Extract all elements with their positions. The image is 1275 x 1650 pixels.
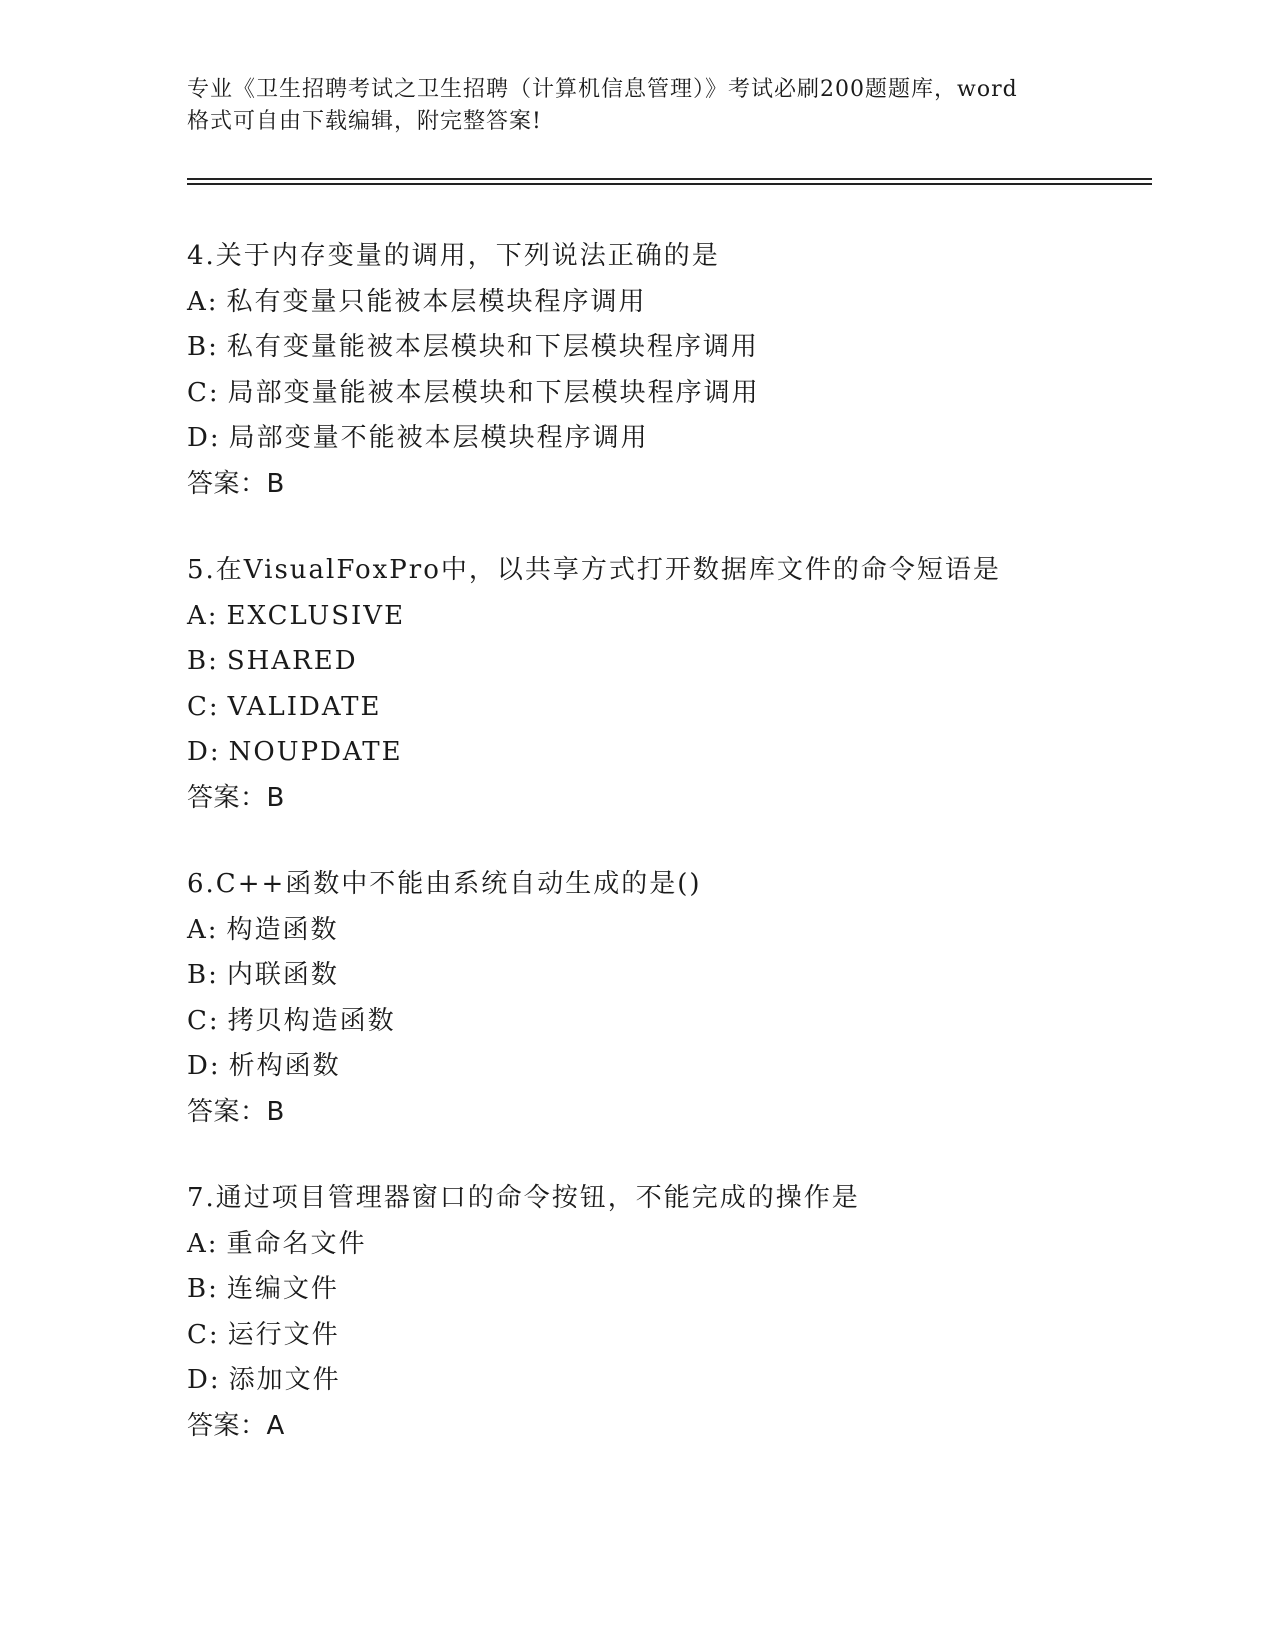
option-text: VALIDATE	[227, 691, 382, 722]
option-a	[187, 908, 1147, 954]
option-letter: B:	[187, 646, 219, 676]
option-text: 连编文件	[226, 1274, 339, 1304]
option-text: NOUPDATE	[228, 737, 403, 767]
question-item	[187, 1176, 1147, 1449]
question-item	[187, 862, 1147, 1135]
question-stem: 5.在VisualFoxPro中，以共享方式打开数据库文件的命令短语是	[187, 555, 1001, 585]
option-text: 运行文件	[227, 1319, 340, 1350]
option-c	[187, 371, 1147, 417]
option-c	[187, 999, 1147, 1045]
option-d	[187, 1358, 1147, 1404]
option-a	[187, 594, 1147, 640]
option-text: 局部变量能被本层模块和下层模块程序调用	[227, 377, 760, 408]
option-text: 添加文件	[228, 1365, 341, 1395]
option-letter: D:	[187, 1365, 221, 1395]
option-text: 私有变量能被本层模块和下层模块程序调用	[226, 332, 759, 362]
option-letter: C:	[187, 1319, 220, 1350]
option-a	[187, 280, 1147, 326]
answer-line: 答案：B	[187, 1096, 285, 1127]
option-d	[187, 1044, 1147, 1090]
header-line-1: 专业《卫生招聘考试之卫生招聘（计算机信息管理）》考试必刷200题题库，word	[187, 77, 1018, 102]
option-b	[187, 953, 1147, 999]
option-text: EXCLUSIVE	[226, 600, 406, 631]
option-d	[187, 416, 1147, 462]
option-letter: D:	[187, 1051, 221, 1081]
answer-line: 答案：A	[187, 1410, 285, 1441]
question-stem: 4.关于内存变量的调用，下列说法正确的是	[187, 241, 720, 271]
option-letter: D:	[187, 737, 221, 767]
option-letter: C:	[187, 1005, 220, 1036]
option-b	[187, 325, 1147, 371]
header-divider-top	[187, 178, 1152, 180]
option-text: 拷贝构造函数	[227, 1005, 396, 1036]
question-item	[187, 234, 1147, 507]
option-letter: A:	[187, 286, 219, 317]
option-b	[187, 1267, 1147, 1313]
option-letter: C:	[187, 691, 220, 722]
option-letter: C:	[187, 377, 220, 408]
header-line-2: 格式可自由下载编辑，附完整答案!	[187, 109, 542, 134]
option-letter: B:	[187, 960, 219, 990]
question-list	[187, 234, 1147, 1490]
option-text: 私有变量只能被本层模块程序调用	[226, 286, 647, 317]
option-c	[187, 685, 1147, 731]
option-letter: B:	[187, 1274, 219, 1304]
option-letter: D:	[187, 423, 221, 453]
option-c	[187, 1313, 1147, 1359]
header-divider-bottom	[187, 183, 1152, 185]
option-b	[187, 639, 1147, 685]
option-a	[187, 1222, 1147, 1268]
option-text: 重命名文件	[226, 1228, 367, 1259]
question-stem: 6.C++函数中不能由系统自动生成的是()	[187, 869, 702, 899]
option-letter: A:	[187, 1228, 219, 1259]
option-text: 局部变量不能被本层模块程序调用	[228, 423, 649, 453]
answer-line: 答案：B	[187, 468, 285, 499]
option-text: 构造函数	[226, 914, 339, 945]
question-item	[187, 548, 1147, 821]
document-header	[187, 74, 1087, 138]
option-letter: A:	[187, 600, 219, 631]
option-letter: B:	[187, 332, 219, 362]
option-text: SHARED	[226, 646, 358, 676]
answer-line: 答案：B	[187, 782, 285, 813]
option-d	[187, 730, 1147, 776]
question-stem: 7.通过项目管理器窗口的命令按钮，不能完成的操作是	[187, 1183, 860, 1213]
option-text: 内联函数	[226, 960, 339, 990]
option-letter: A:	[187, 914, 219, 945]
option-text: 析构函数	[228, 1051, 341, 1081]
